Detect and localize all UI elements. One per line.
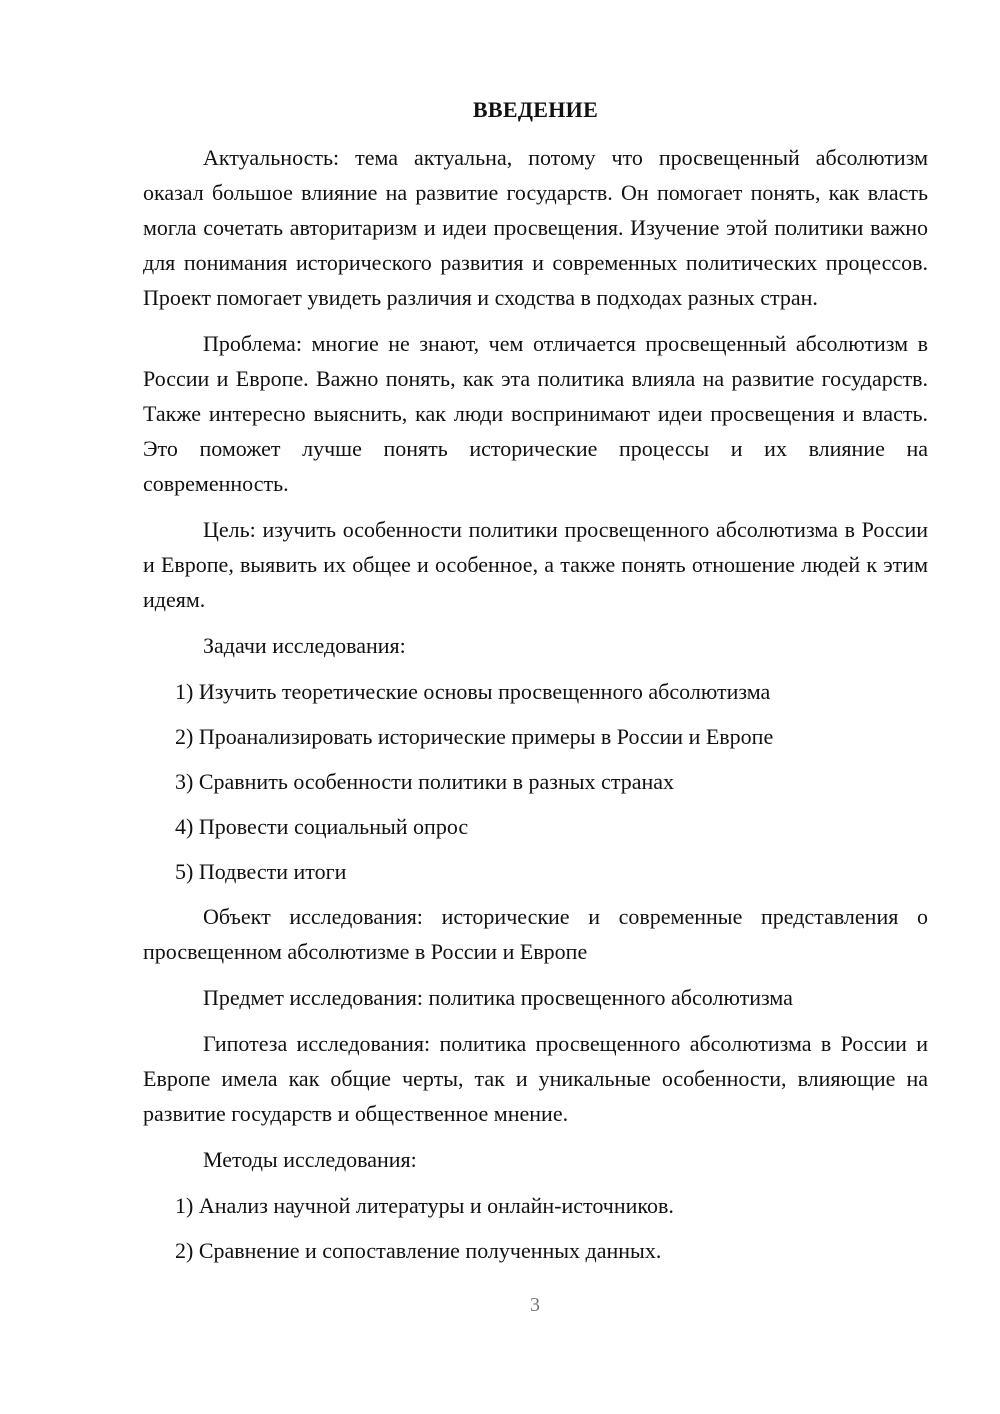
methods-label: Методы исследования:	[203, 1147, 417, 1172]
list-item: 2) Сравнение и сопоставление полученных данных.	[175, 1238, 662, 1263]
list-item: 4) Провести социальный опрос	[175, 814, 469, 839]
document-content	[143, 95, 928, 1278]
paragraph-problem: Проблема: многие не знают, чем отличается просвещенный абсолютизм в России и Европе. Важно понять, как эта политика влияла на развитие государств. Также интересно выяснить, как люди воспринимают идеи просвещения и власть. Это поможет лучше понять исторические процессы и их влияние на современность.	[143, 331, 928, 496]
list-item: 2) Проанализировать исторические примеры в России и Европе	[175, 724, 774, 749]
tasks-label: Задачи исследования:	[203, 633, 406, 658]
list-item: 5) Подвести итоги	[175, 859, 347, 884]
paragraph-goal: Цель: изучить особенности политики просвещенного абсолютизма в России и Европе, выявить их общее и особенное, а также понять отношение людей к этим идеям.	[143, 517, 928, 612]
paragraph-object: Объект исследования: исторические и современные представления о просвещенном абсолютизме в России и Европе	[143, 904, 928, 964]
tasks-list	[143, 674, 928, 889]
section-heading: ВВЕДЕНИЕ	[472, 97, 599, 122]
paragraph-subject: Предмет исследования: политика просвещенного абсолютизма	[203, 985, 793, 1010]
paragraph-hypothesis: Гипотеза исследования: политика просвещенного абсолютизма в России и Европе имела как общие черты, так и уникальные особенности, влияющие на развитие государств и общественное мнение.	[143, 1031, 928, 1126]
list-item: 3) Сравнить особенности политики в разных странах	[175, 769, 675, 794]
list-item: 1) Изучить теоретические основы просвещенного абсолютизма	[175, 679, 771, 704]
paragraph-relevance: Актуальность: тема актуальна, потому что просвещенный абсолютизм оказал большое влияние на развитие государств. Он помогает понять, как власть могла сочетать авторитаризм и идеи просвещения. Изучение этой политики важно для понимания исторического развития и современных политических процессов. Проект помогает увидеть различия и сходства в подходах разных стран.	[143, 145, 928, 310]
methods-list	[143, 1188, 928, 1268]
page-number: 3	[530, 1294, 540, 1316]
list-item: 1) Анализ научной литературы и онлайн-источников.	[175, 1193, 674, 1218]
